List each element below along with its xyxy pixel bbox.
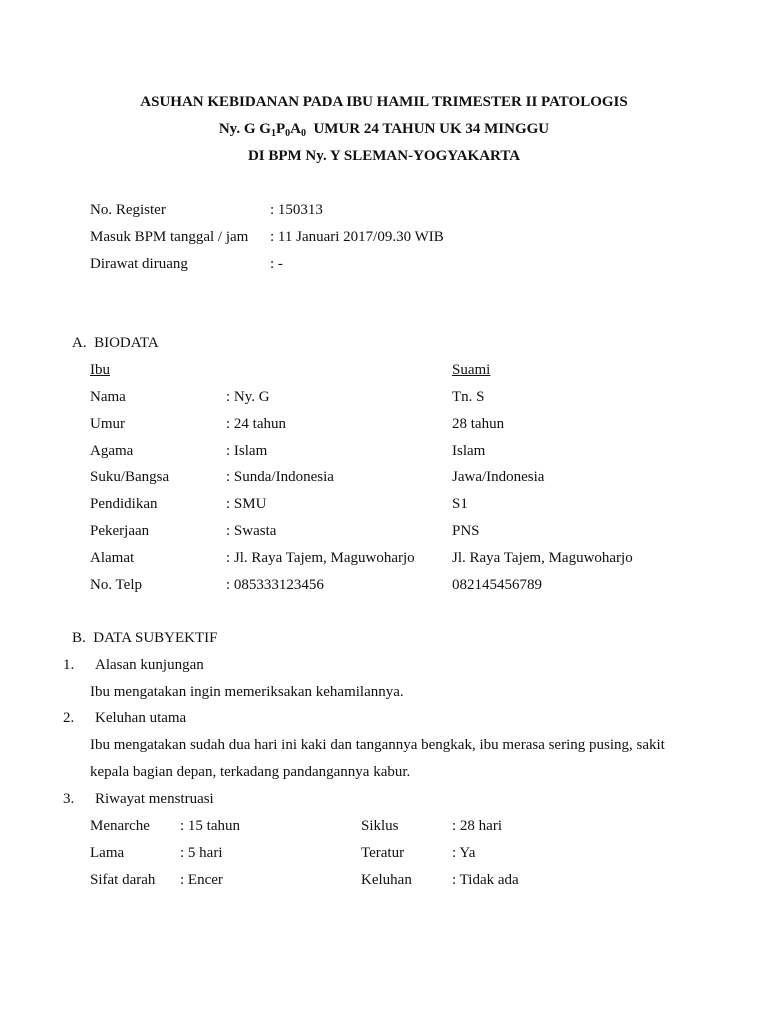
biodata-suami-value: Tn. S	[452, 389, 485, 405]
item-title: Riwayat menstruasi	[95, 791, 214, 807]
menstruasi-value: : 28 hari	[452, 818, 502, 834]
register-label: Dirawat diruang	[90, 256, 188, 272]
biodata-suami-value: Jl. Raya Tajem, Maguwoharjo	[452, 550, 633, 566]
biodata-suami-value: Islam	[452, 443, 486, 459]
biodata-ibu-value: : Jl. Raya Tajem, Maguwoharjo	[226, 550, 415, 566]
biodata-ibu-value: : 085333123456	[226, 577, 324, 593]
biodata-suami-value: 28 tahun	[452, 416, 505, 432]
biodata-ibu-value: : SMU	[226, 496, 267, 512]
menstruasi-label: Keluhan	[361, 872, 412, 888]
item-title: Alasan kunjungan	[95, 657, 204, 673]
menstruasi-label: Lama	[90, 845, 125, 861]
biodata-label: Pekerjaan	[90, 523, 150, 539]
list-number: 1.	[63, 657, 75, 673]
menstruasi-value: : Tidak ada	[452, 872, 519, 888]
subyektif-heading: B. DATA SUBYEKTIF	[72, 630, 218, 646]
biodata-heading: A. BIODATA	[72, 335, 159, 351]
item-text: Ibu mengatakan sudah dua hari ini kaki dan tangannya bengkak, ibu merasa sering pusing, sakit	[90, 737, 665, 753]
biodata-label: Pendidikan	[90, 496, 158, 512]
biodata-suami-value: Jawa/Indonesia	[452, 469, 545, 485]
menstruasi-label: Sifat darah	[90, 872, 156, 888]
menstruasi-value: : 15 tahun	[180, 818, 240, 834]
biodata-ibu-value: : Sunda/Indonesia	[226, 469, 334, 485]
menstruasi-value: : Encer	[180, 872, 223, 888]
biodata-ibu-value: : Islam	[226, 443, 268, 459]
menstruasi-value: : 5 hari	[180, 845, 223, 861]
list-number: 3.	[63, 791, 75, 807]
biodata-label: Umur	[90, 416, 125, 432]
biodata-label: Agama	[90, 443, 134, 459]
biodata-suami-value: PNS	[452, 523, 480, 539]
biodata-ibu-value: : Ny. G	[226, 389, 270, 405]
item-text: kepala bagian depan, terkadang pandangannya kabur.	[90, 764, 411, 780]
biodata-ibu-value: : 24 tahun	[226, 416, 286, 432]
column-header-ibu: Ibu	[90, 362, 110, 378]
document-title-line3: DI BPM Ny. Y SLEMAN-YOGYAKARTA	[247, 148, 521, 164]
biodata-ibu-value: : Swasta	[226, 523, 277, 539]
register-value: : -	[270, 256, 283, 272]
menstruasi-label: Teratur	[361, 845, 405, 861]
menstruasi-label: Siklus	[361, 818, 399, 834]
column-header-suami: Suami	[452, 362, 491, 378]
biodata-suami-value: 082145456789	[452, 577, 542, 593]
biodata-label: Nama	[90, 389, 126, 405]
menstruasi-label: Menarche	[90, 818, 150, 834]
document-title-line2: Ny. G $G_1P_0A_0$ UMUR 24 TAHUN UK 34 MINGGU	[218, 121, 550, 139]
biodata-label: Suku/Bangsa	[90, 469, 170, 485]
biodata-label: Alamat	[90, 550, 135, 566]
document-title-line1: ASUHAN KEBIDANAN PADA IBU HAMIL TRIMESTER II PATOLOGIS	[140, 94, 628, 110]
biodata-suami-value: S1	[452, 496, 468, 512]
menstruasi-value: : Ya	[452, 845, 476, 861]
register-label: No. Register	[90, 202, 166, 218]
list-number: 2.	[63, 710, 75, 726]
item-title: Keluhan utama	[95, 710, 187, 726]
register-value: : 11 Januari 2017/09.30 WIB	[270, 229, 444, 245]
biodata-label: No. Telp	[90, 577, 143, 593]
item-text: Ibu mengatakan ingin memeriksakan kehamilannya.	[90, 684, 404, 700]
register-label: Masuk BPM tanggal / jam	[90, 229, 249, 245]
register-value: : 150313	[270, 202, 323, 218]
